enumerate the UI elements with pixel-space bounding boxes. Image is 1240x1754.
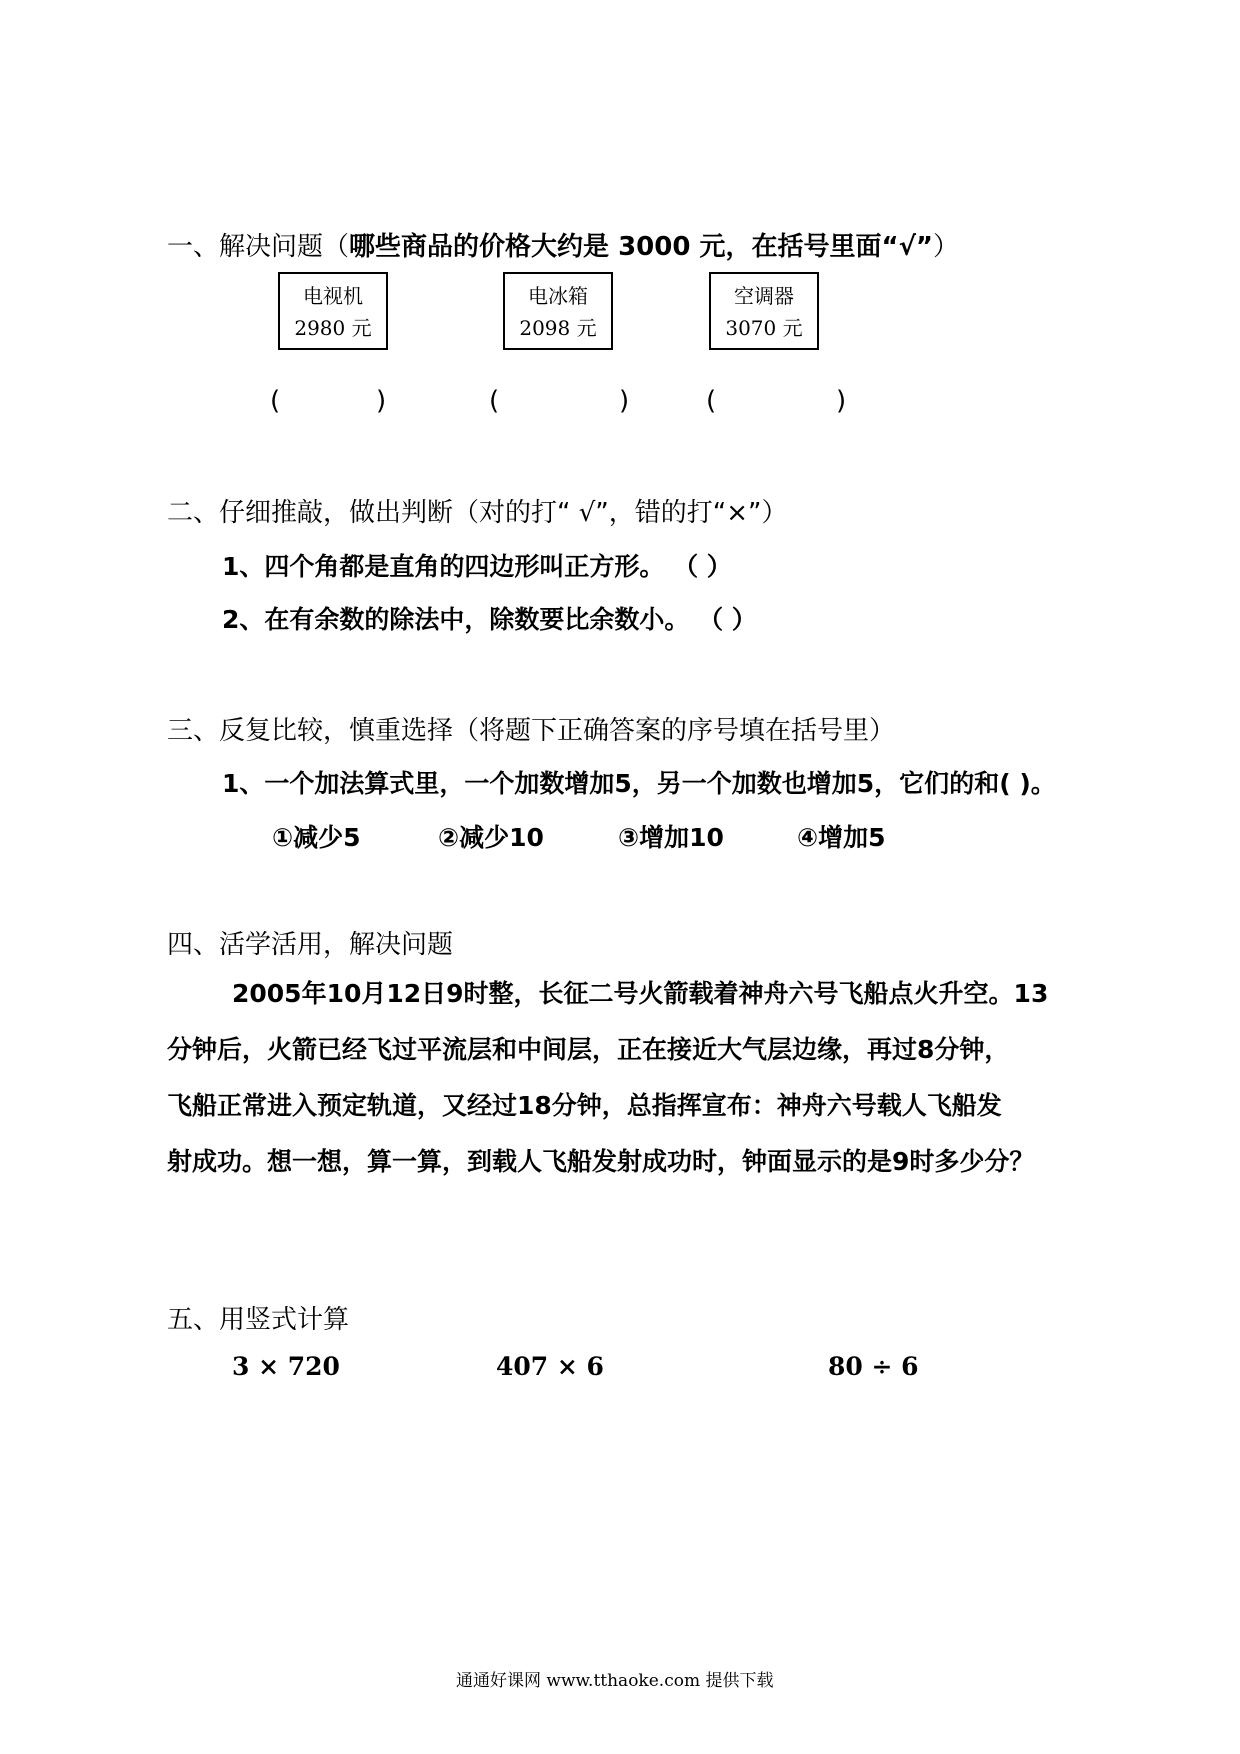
- section1-heading-bold: 哪些商品的价格大约是 3000 元，在括号里面“√”: [349, 232, 934, 262]
- section3-option-4: ④增加5: [797, 823, 886, 852]
- answer-paren-open-2: (: [489, 386, 500, 416]
- section3-option-2: ②减少10: [438, 823, 544, 852]
- product-name: 电冰箱: [528, 284, 588, 308]
- product-price: 3070 元: [725, 316, 803, 340]
- product-box-ac: [709, 272, 819, 350]
- section3-option-3: ③增加10: [618, 823, 724, 852]
- section3-option-1: ①减少5: [272, 823, 361, 852]
- paragraph-line: 分钟后，火箭已经飞过平流层和中间层，正在接近大气层边缘，再过8分钟，: [167, 1035, 1010, 1064]
- paragraph-line: 2005年10月12日9时整，长征二号火箭载着神舟六号飞船点火升空。13: [232, 979, 1049, 1008]
- product-box-fridge: [503, 272, 613, 350]
- calc-problem-1: 3 × 720: [232, 1352, 340, 1381]
- product-price: 2098 元: [519, 316, 597, 340]
- section4-heading: 四、活学活用，解决问题: [167, 930, 454, 960]
- calc-problem-2: 407 × 6: [496, 1352, 604, 1381]
- paragraph-line: 飞船正常进入预定轨道，又经过18分钟，总指挥宣布：神舟六号载人飞船发: [167, 1091, 1002, 1120]
- paragraph-line: 射成功。想一想，算一算，到载人飞船发射成功时，钟面显示的是9时多少分？: [167, 1147, 1035, 1176]
- answer-paren-close-2: ): [619, 386, 630, 416]
- section2-question-1: 1、四个角都是直角的四边形叫正方形。 （ ）: [222, 552, 732, 581]
- section5-heading: 五、用竖式计算: [167, 1305, 350, 1335]
- product-name: 空调器: [734, 284, 794, 308]
- answer-paren-open-1: (: [270, 386, 281, 416]
- section2-heading: 二、仔细推敲，做出判断（对的打“ √”，错的打“×”）: [167, 498, 788, 528]
- answer-paren-open-3: (: [706, 386, 717, 416]
- product-price: 2980 元: [294, 316, 372, 340]
- product-box-tv: [278, 272, 388, 350]
- section2-question-2: 2、在有余数的除法中，除数要比余数小。 （ ）: [222, 605, 757, 634]
- section3-question-1: 1、一个加法算式里，一个加数增加5，另一个加数也增加5，它们的和( )。: [222, 769, 1056, 798]
- answer-paren-close-3: ): [836, 386, 847, 416]
- section1-heading-suffix: ）: [933, 232, 960, 262]
- answer-paren-close-1: ): [376, 386, 387, 416]
- product-name: 电视机: [303, 284, 363, 308]
- calc-problem-3: 80 ÷ 6: [828, 1352, 919, 1381]
- section4-paragraph: [167, 966, 1048, 1190]
- section1-heading-prefix: 一、解决问题（: [167, 232, 350, 262]
- page-footer: 通通好课网 www.tthaoke.com 提供下载: [456, 1671, 774, 1691]
- section1-heading: [167, 226, 959, 263]
- section3-heading: 三、反复比较，慎重选择（将题下正确答案的序号填在括号里）: [167, 716, 896, 746]
